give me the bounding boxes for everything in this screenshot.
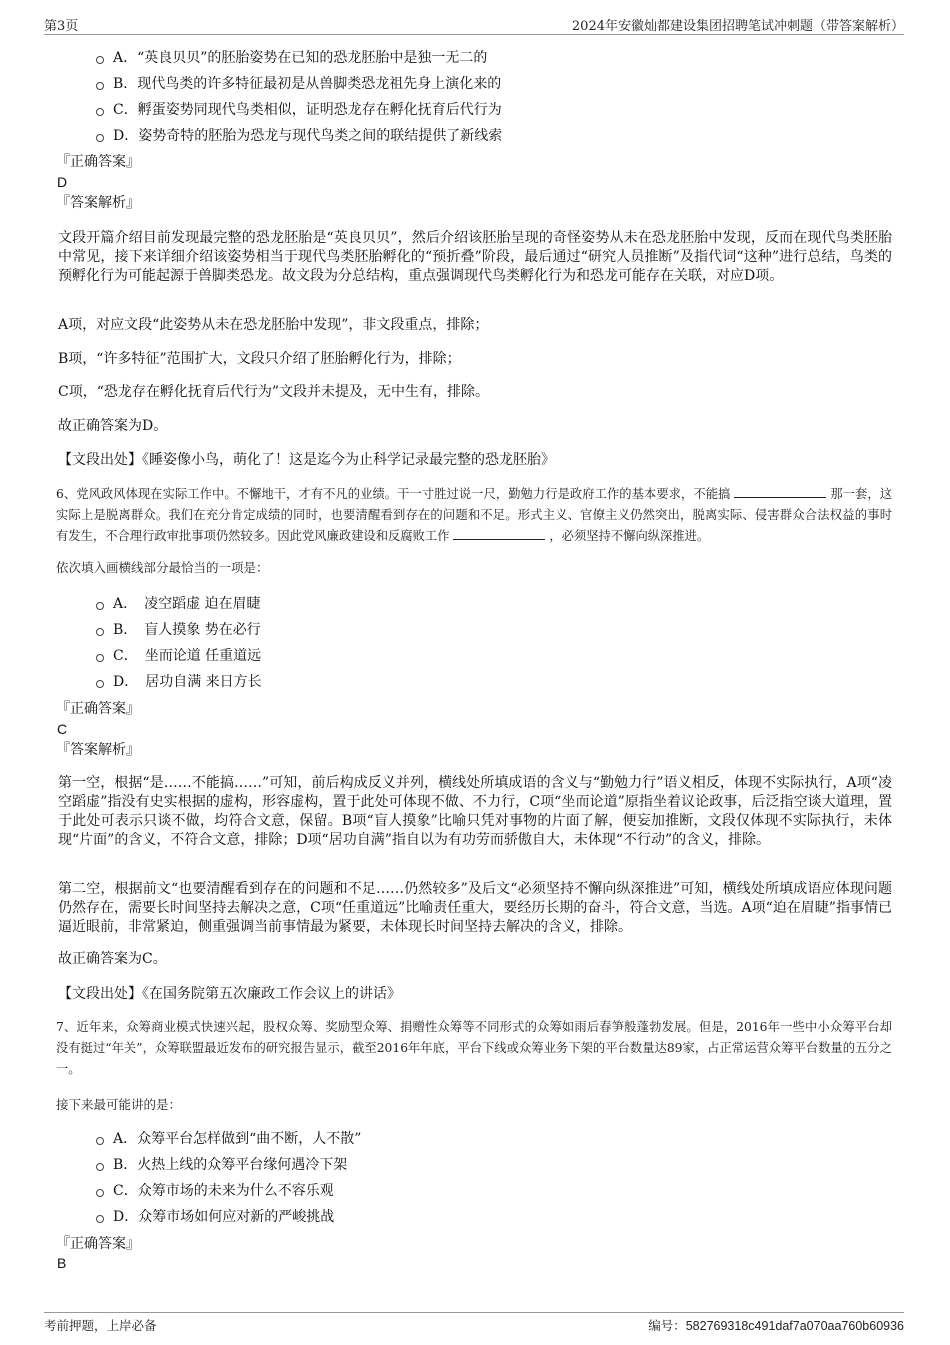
q7-stem: 7、近年来，众筹商业模式快速兴起，股权众筹、奖励型众筹、捐赠性众筹等不同形式的众筹如雨后春笋般蓬勃发展。但是，2016年一些中小众筹平台却没有挺过“年关”，众筹联盟最近发布的研究报告显示，截至2016年年底，平台下线或众筹业务下架的平台数量达89家，占正常运营众筹平台数量的五分之一。 (56, 1020, 892, 1076)
q6-analysis-paragraph: 第一空，根据“是……不能搞……”可知，前后构成反义并列，横线处所填成语的含义与“勤勉力行”语义相反，体现不实际执行，A项“凌空蹈虚”指没有史实根据的虚构，形容虚构，置于此处可体现不做、不力行，C项“坐而论道”原指坐着议论政事，后泛指空谈大道理，置于此处可表示只谈不做，均符合文意，保留。B项“盲人摸象”比喻只凭对事物的片面了解，便妄加推断，文段仅体现不实际执行，未体现“片面”的含义，不符合文意，排除；D项“居功自满”指自以为有功劳而骄傲自大，未体现“不行动”的含义，排除。 (58, 775, 892, 848)
q7-option-b[interactable]: B．火热上线的众筹平台缘何遇冷下架 (96, 1155, 347, 1175)
document-title: 2024年安徽灿都建设集团招聘笔试冲刺题（带答案解析） (571, 19, 904, 34)
q5-analysis-label: 『答案解析』 (56, 195, 140, 211)
q6-analysis-paragraph: 第二空，根据前文“也要清醒看到存在的问题和不足……仍然较多”及后文“必须坚持不懈向纵深推进”可知，横线处所填成语应体现问题仍然存在，需要长时间坚持去解决之意，C项“任重道远”比喻责任重大，要经历长期的奋斗，符合文意，当选。A项“迫在眉睫”指事情已逼近眼前，非常紧迫，侧重强调当前事情最为紧要，未体现长时间坚持去解决的含义，排除。 (58, 881, 892, 935)
q5-analysis-paragraph: A项，对应文段“此姿势从未在恐龙胚胎中发现”，非文段重点，排除； (58, 317, 489, 333)
radio-icon[interactable] (96, 82, 104, 90)
q5-analysis-paragraph: 文段开篇介绍目前发现最完整的恐龙胚胎是“英良贝贝”，然后介绍该胚胎呈现的奇怪姿势从未在恐龙胚胎中发现，反而在现代鸟类胚胎中常见，接下来详细介绍该姿势相当于现代鸟类胚胎孵化的“预折叠”阶段，最后通过“研究人员推断”及指代词“这种”进行总结，鸟类的预孵化行为可能起源于兽脚类恐龙。故文段为分总结构，重点强调现代鸟类孵化行为和恐龙可能存在关联，对应D项。 (58, 230, 892, 284)
q7-answer-label: 『正确答案』 (56, 1236, 140, 1252)
q5-option-a[interactable]: A．“英良贝贝”的胚胎姿势在已知的恐龙胚胎中是独一无二的 (96, 48, 487, 68)
q6-answer-label: 『正确答案』 (56, 701, 140, 717)
q6-option-c[interactable]: C． 坐而论道 任重道远 (96, 646, 261, 666)
q5-answer: D (57, 174, 68, 190)
q6-analysis-label: 『答案解析』 (56, 742, 140, 758)
q7-option-d[interactable]: D．众筹市场如何应对新的严峻挑战 (96, 1207, 334, 1227)
q6-source: 【文段出处】《在国务院第五次廉政工作会议上的讲话》 (58, 986, 401, 1002)
radio-icon[interactable] (96, 134, 104, 142)
q6-prompt: 依次填入画横线部分最恰当的一项是： (56, 560, 269, 575)
q7-answer: B (57, 1255, 67, 1271)
q6-option-b[interactable]: B． 盲人摸象 势在必行 (96, 620, 261, 640)
q5-option-d[interactable]: D．姿势奇特的胚胎为恐龙与现代鸟类之间的联结提供了新线索 (96, 126, 502, 146)
fill-blank-1 (734, 485, 826, 498)
q5-analysis-paragraph: 故正确答案为D。 (58, 418, 168, 434)
page-number: 第3页 (44, 19, 79, 34)
q5-option-b[interactable]: B．现代鸟类的许多特征最初是从兽脚类恐龙祖先身上演化来的 (96, 74, 501, 94)
footer-slogan: 考前押题，上岸必备 (44, 1318, 157, 1333)
radio-icon[interactable] (96, 1163, 104, 1171)
document-id: 编号：582769318c491daf7a070aa760b60936 (648, 1318, 904, 1333)
page-header (44, 14, 904, 35)
q7-option-c[interactable]: C．众筹市场的未来为什么不容乐观 (96, 1181, 334, 1201)
radio-icon[interactable] (96, 602, 104, 610)
fill-blank-2 (453, 527, 545, 540)
radio-icon[interactable] (96, 680, 104, 688)
radio-icon[interactable] (96, 1215, 104, 1223)
radio-icon[interactable] (96, 1137, 104, 1145)
q6-stem: 6、党风政风体现在实际工作中。不懈地干，才有不凡的业绩。干一寸胜过说一尺，勤勉力行是政府工作的基本要求，不能搞 那一套，这实际上是脱离群众。我们在充分肯定成绩的同时，也要清醒看到存在的问题和不足。形式主义、官僚主义仍然突出，脱离实际、侵害群众合法权益的事时有发生，不合理行政审批事项仍然较多。因此党风廉政建设和反腐败工作 ，必须坚持不懈向纵深推进。 (56, 487, 892, 543)
q5-analysis-paragraph: B项，“许多特征”范围扩大，文段只介绍了胚胎孵化行为，排除； (58, 351, 461, 367)
radio-icon[interactable] (96, 628, 104, 636)
q6-option-a[interactable]: A． 凌空蹈虚 迫在眉睫 (96, 594, 261, 614)
radio-icon[interactable] (96, 654, 104, 662)
page-footer (44, 1312, 904, 1333)
q6-analysis-paragraph: 故正确答案为C。 (58, 951, 167, 967)
q5-option-c[interactable]: C．孵蛋姿势同现代鸟类相似，证明恐龙存在孵化抚育后代行为 (96, 100, 502, 120)
q7-prompt: 接下来最可能讲的是： (56, 1097, 182, 1112)
radio-icon[interactable] (96, 108, 104, 116)
q5-source: 【文段出处】《睡姿像小鸟，萌化了！这是迄今为止科学记录最完整的恐龙胚胎》 (58, 452, 555, 468)
q6-answer: C (57, 721, 68, 737)
q5-answer-label: 『正确答案』 (56, 154, 140, 170)
q6-option-d[interactable]: D． 居功自满 来日方长 (96, 672, 262, 692)
radio-icon[interactable] (96, 56, 104, 64)
q7-option-a[interactable]: A．众筹平台怎样做到“曲不断，人不散” (96, 1129, 361, 1149)
q5-analysis-paragraph: C项，“恐龙存在孵化抚育后代行为”文段并未提及，无中生有，排除。 (58, 384, 490, 400)
radio-icon[interactable] (96, 1189, 104, 1197)
